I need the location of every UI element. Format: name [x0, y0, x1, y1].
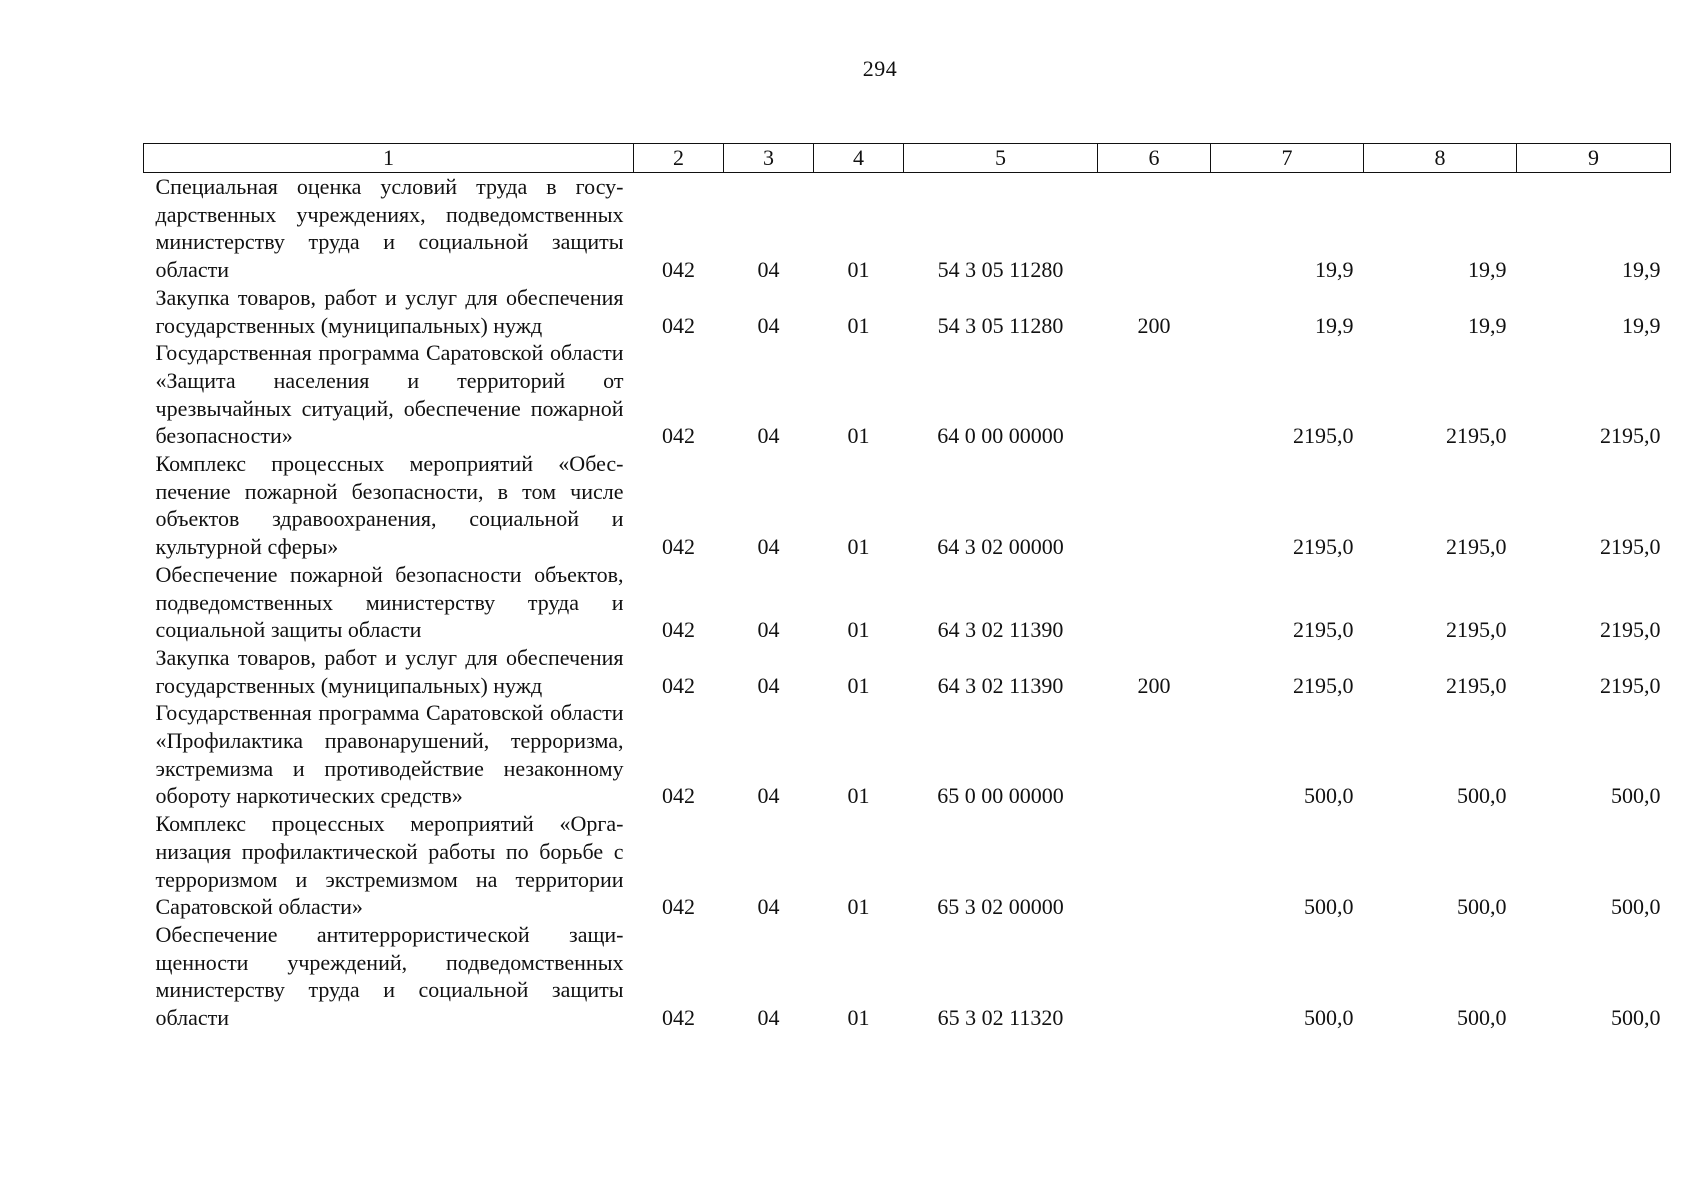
ministry-code: 042 [662, 257, 695, 283]
amount-year-3: 500,0 [1611, 1005, 1661, 1031]
row-name: Закупка товаров, работ и услуг для обеспечения государственных (муниципальных) нужд [155, 644, 624, 698]
subsection-code: 01 [847, 423, 870, 449]
table-row [144, 644, 1671, 699]
ministry-code: 042 [662, 534, 695, 560]
amount-year-3: 19,9 [1622, 312, 1661, 338]
column-header-2: 2 [634, 144, 724, 173]
subsection-code: 01 [847, 672, 870, 698]
row-name: Государственная программа Саратовской области «Профилактика правонарушений, терроризма, экстремизма и противодействие незаконному обороту наркотических средств» [155, 700, 624, 809]
amount-year-3: 2195,0 [1600, 672, 1661, 698]
section-code: 04 [757, 894, 780, 920]
table-row [144, 284, 1671, 339]
amount-year-2: 2195,0 [1446, 672, 1507, 698]
amount-year-2: 500,0 [1457, 1005, 1507, 1031]
amount-year-1: 500,0 [1304, 1005, 1354, 1031]
expense-type-code [1098, 561, 1211, 644]
amount-year-1: 2195,0 [1293, 617, 1354, 643]
amount-year-1: 2195,0 [1293, 423, 1354, 449]
amount-year-3: 2195,0 [1600, 423, 1661, 449]
amount-year-3: 2195,0 [1600, 534, 1661, 560]
section-code: 04 [757, 312, 780, 338]
expense-type-code [1098, 699, 1211, 810]
amount-year-2: 19,9 [1468, 312, 1507, 338]
target-article-code: 65 0 00 00000 [937, 783, 1064, 809]
section-code: 04 [757, 672, 780, 698]
amount-year-1: 19,9 [1315, 257, 1354, 283]
section-code: 04 [757, 1005, 780, 1031]
row-name: Обеспечение пожарной безопасности объектов, подведомственных министерству труда и социальной защиты области [155, 561, 624, 643]
amount-year-1: 2195,0 [1293, 672, 1354, 698]
row-name: Закупка товаров, работ и услуг для обеспечения государственных (муниципальных) нужд [155, 284, 624, 338]
column-header-7: 7 [1211, 144, 1364, 173]
amount-year-1: 2195,0 [1293, 534, 1354, 560]
amount-year-3: 2195,0 [1600, 617, 1661, 643]
ministry-code: 042 [662, 894, 695, 920]
table-header [144, 144, 1671, 173]
page-number: 294 [862, 56, 898, 81]
amount-year-2: 500,0 [1457, 894, 1507, 920]
section-code: 04 [757, 617, 780, 643]
amount-year-2: 2195,0 [1446, 617, 1507, 643]
table-row [144, 339, 1671, 450]
target-article-code: 54 3 05 11280 [937, 312, 1064, 338]
section-code: 04 [757, 783, 780, 809]
row-name: Специальная оценка условий труда в государственных учреждениях, подведомственных министерству труда и социальной защиты области [155, 174, 624, 283]
target-article-code: 54 3 05 11280 [937, 257, 1064, 283]
row-name: Комплекс процессных мероприятий «Обеспечение пожарной безопасности, в том числе объектов здравоохранения, социальной и культурной сферы» [155, 451, 624, 560]
amount-year-2: 2195,0 [1446, 534, 1507, 560]
column-header-6: 6 [1098, 144, 1211, 173]
ministry-code: 042 [662, 423, 695, 449]
amount-year-1: 19,9 [1315, 312, 1354, 338]
expense-type-code: 200 [1137, 312, 1171, 338]
amount-year-2: 2195,0 [1446, 423, 1507, 449]
target-article-code: 65 3 02 00000 [937, 894, 1064, 920]
amount-year-3: 500,0 [1611, 894, 1661, 920]
target-article-code: 64 0 00 00000 [937, 423, 1064, 449]
section-code: 04 [757, 257, 780, 283]
ministry-code: 042 [662, 672, 695, 698]
amount-year-3: 19,9 [1622, 257, 1661, 283]
subsection-code: 01 [847, 617, 870, 643]
target-article-code: 65 3 02 11320 [937, 1005, 1064, 1031]
header-row [144, 144, 1671, 173]
row-name: Комплекс процессных мероприятий «Организация профилактической работы по борьбе с терроризмом и экстремизмом на территории Саратовской области» [155, 811, 624, 920]
ministry-code: 042 [662, 617, 695, 643]
row-name: Государственная программа Саратовской области «Защита населения и территорий от чрезвычайных ситуаций, обеспечение пожарной безопасности» [155, 340, 624, 449]
target-article-code: 64 3 02 11390 [937, 617, 1064, 643]
table-body [144, 173, 1671, 1032]
table-row [144, 173, 1671, 284]
expense-type-code [1098, 921, 1211, 1032]
amount-year-1: 500,0 [1304, 894, 1354, 920]
target-article-code: 64 3 02 00000 [937, 534, 1064, 560]
table-row [144, 450, 1671, 561]
column-header-1: 1 [144, 144, 634, 173]
subsection-code: 01 [847, 257, 870, 283]
table-row [144, 699, 1671, 810]
section-code: 04 [757, 423, 780, 449]
table-row [144, 810, 1671, 921]
subsection-code: 01 [847, 312, 870, 338]
amount-year-2: 19,9 [1468, 257, 1507, 283]
expense-type-code: 200 [1137, 672, 1171, 698]
column-header-8: 8 [1364, 144, 1517, 173]
column-header-5: 5 [904, 144, 1098, 173]
subsection-code: 01 [847, 1005, 870, 1031]
column-header-4: 4 [814, 144, 904, 173]
subsection-code: 01 [847, 534, 870, 560]
expense-type-code [1098, 173, 1211, 284]
ministry-code: 042 [662, 1005, 695, 1031]
target-article-code: 64 3 02 11390 [937, 672, 1064, 698]
ministry-code: 042 [662, 312, 695, 338]
table-row [144, 561, 1671, 644]
ministry-code: 042 [662, 783, 695, 809]
column-header-9: 9 [1517, 144, 1671, 173]
section-code: 04 [757, 534, 780, 560]
amount-year-1: 500,0 [1304, 783, 1354, 809]
row-name: Обеспечение антитеррористической защищенности учреждений, подведомственных министерству труда и социальной защиты области [155, 921, 624, 1031]
amount-year-3: 500,0 [1611, 783, 1661, 809]
table-row [144, 921, 1671, 1032]
subsection-code: 01 [847, 894, 870, 920]
column-header-3: 3 [724, 144, 814, 173]
expense-type-code [1098, 450, 1211, 561]
budget-table [143, 143, 1671, 1032]
subsection-code: 01 [847, 783, 870, 809]
amount-year-2: 500,0 [1457, 783, 1507, 809]
expense-type-code [1098, 810, 1211, 921]
expense-type-code [1098, 339, 1211, 450]
